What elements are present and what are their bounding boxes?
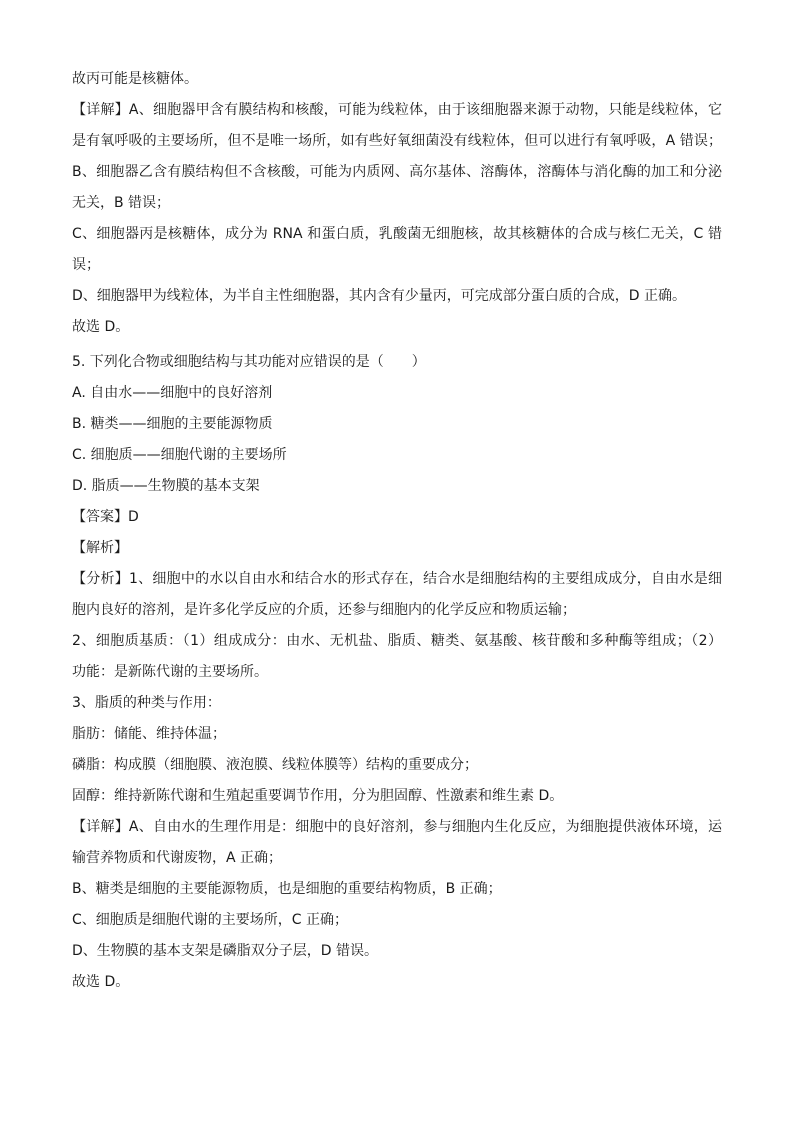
text-line: 误； [72,257,100,273]
analysis-heading: 【解析】 [72,540,128,556]
text-line: 2、细胞质基质：（1）组成成分：由水、无机盐、脂质、糖类、氨基酸、核苷酸和多种酶等组成；（2） [72,633,722,649]
text-line: 故选 D。 [72,974,130,990]
text-line: D、细胞器甲为线粒体，为半自主性细胞器，其内含有少量丙，可完成部分蛋白质的合成，D 正确。 [72,288,687,304]
text-line: 故丙可能是核糖体。 [72,71,198,87]
text-line: C、细胞器丙是核糖体，成分为 RNA 和蛋白质，乳酸菌无细胞核，故其核糖体的合成与核仁无关，C 错 [72,226,722,242]
text-line: B、糖类是细胞的主要能源物质，也是细胞的重要结构物质，B 正确； [72,881,502,897]
text-line: 胞内良好的溶剂，是许多化学反应的介质，还参与细胞内的化学反应和物质运输； [72,602,576,618]
text-line: 无关，B 错误； [72,195,171,211]
text-line: 是有氧呼吸的主要场所，但不是唯一场所，如有些好氧细菌没有线粒体，但可以进行有氧呼吸，A 错误； [72,133,722,149]
option-c: C. 细胞质——细胞代谢的主要场所 [72,447,287,463]
option-b: B. 糖类——细胞的主要能源物质 [72,416,273,432]
question-stem: 5. 下列化合物或细胞结构与其功能对应错误的是（ ） [72,354,426,370]
text-line: 功能：是新陈代谢的主要场所。 [72,664,268,680]
option-d: D. 脂质——生物膜的基本支架 [72,478,260,494]
answer-line: 【答案】D [72,509,139,525]
option-a: A. 自由水——细胞中的良好溶剂 [72,385,273,401]
text-line: 【详解】A、细胞器甲含有膜结构和核酸，可能为线粒体，由于该细胞器来源于动物，只能是线粒体，它 [72,102,722,118]
text-line: 输营养物质和代谢废物，A 正确； [72,850,283,866]
text-line: 3、脂质的种类与作用： [72,695,221,711]
text-line: 故选 D。 [72,319,130,335]
text-line: 脂肪：储能、维持体温； [72,726,226,742]
text-line: 【分析】1、细胞中的水以自由水和结合水的形式存在，结合水是细胞结构的主要组成成分，自由水是细 [72,571,722,587]
text-line: 【详解】A、自由水的生理作用是：细胞中的良好溶剂，参与细胞内生化反应，为细胞提供液体环境，运 [72,819,722,835]
text-line: C、细胞质是细胞代谢的主要场所，C 正确； [72,912,348,928]
text-line: 磷脂：构成膜（细胞膜、液泡膜、线粒体膜等）结构的重要成分； [72,757,478,773]
text-line: B、细胞器乙含有膜结构但不含核酸，可能为内质网、高尔基体、溶酶体，溶酶体与消化酶的加工和分泌 [72,164,722,180]
text-line: 固醇：维持新陈代谢和生殖起重要调节作用，分为胆固醇、性激素和维生素 D。 [72,788,564,804]
text-line: D、生物膜的基本支架是磷脂双分子层，D 错误。 [72,943,379,959]
